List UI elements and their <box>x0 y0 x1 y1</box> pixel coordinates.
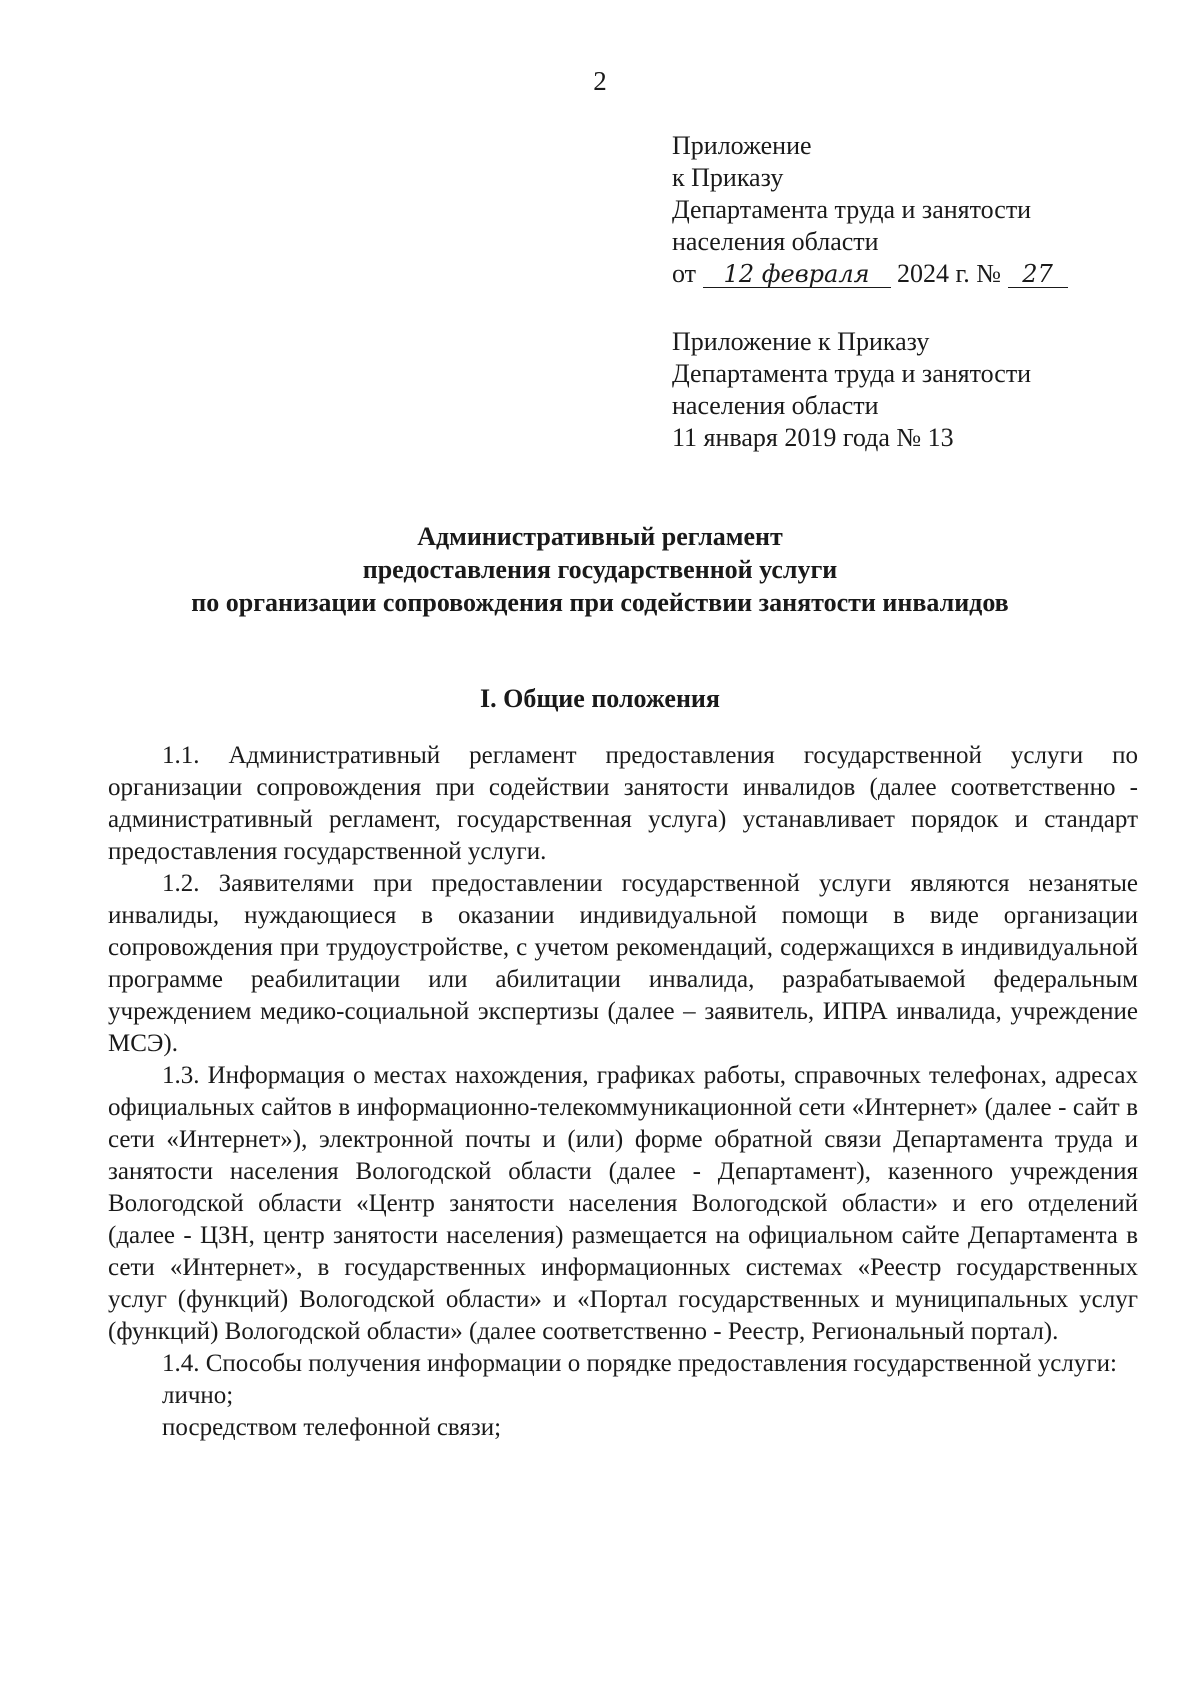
list-item-phone: посредством телефонной связи; <box>162 1414 502 1441</box>
paragraph-1-2: 1.2. Заявителями при предоставлении государственной услуги являются незанятые инвалиды, нуждающиеся в оказании индивидуальной помощи в виде организации сопровождения при трудоустройстве, с учетом рекомендаций, содержащихся в индивидуальной программе реабилитации или абилитации инвалида, разрабатываемой федеральным учреждением медико-социальной экспертизы (далее – заявитель, ИПРА инвалида, учреждение МСЭ). <box>108 870 1138 1057</box>
section-heading: I. Общие положения <box>480 684 720 713</box>
annex-original-order <box>672 326 1031 454</box>
paragraph-1-1: 1.1. Административный регламент предоставления государственной услуги по организации сопровождения при содействии занятости инвалидов (далее соответственно - административный регламент, государственная услуга) устанавливает порядок и стандарт предоставления государственной услуги. <box>108 742 1138 865</box>
annex-original-line1: Приложение к Приказу <box>672 327 930 356</box>
annex-current-line2: к Приказу <box>672 163 784 192</box>
paragraph-1-4: 1.4. Способы получения информации о порядке предоставления государственной услуги: <box>162 1350 1117 1377</box>
document-title-line2: предоставления государственной услуги <box>362 555 838 584</box>
document-title-line3: по организации сопровождения при содействии занятости инвалидов <box>191 588 1009 617</box>
page-number: 2 <box>593 66 607 96</box>
list-item-in-person: лично; <box>162 1382 234 1409</box>
document-title-line1: Административный регламент <box>417 522 783 551</box>
annex-current-order <box>672 130 1068 290</box>
annex-current-line1: Приложение <box>672 131 812 160</box>
handwritten-order-number: 27 <box>1008 261 1068 288</box>
annex-current-line3: Департамента труда и занятости <box>672 195 1032 224</box>
annex-original-line2: Департамента труда и занятости <box>672 359 1032 388</box>
paragraph-1-3: 1.3. Информация о местах нахождения, графиках работы, справочных телефонах, адресах официальных сайтов в информационно-телекоммуникационной сети «Интернет» (далее - сайт в сети «Интернет»), электронной почты и (или) форме обратной связи Департамента труда и занятости населения Вологодской области (далее - Департамент), казенного учреждения Вологодской области «Центр занятости населения Вологодской области» и его отделений (далее - ЦЗН, центр занятости населения) размещается на официальном сайте Департамента в сети «Интернет», в государственных информационных системах «Реестр государственных услуг (функций) Вологодской области» и «Портал государственных и муниципальных услуг (функций) Вологодской области» (далее соответственно - Реестр, Региональный портал). <box>108 1062 1138 1345</box>
date-suffix: 2024 г. № <box>897 259 1002 288</box>
annex-original-line3: населения области <box>672 391 879 420</box>
document-title <box>60 520 1140 619</box>
annex-current-date-line <box>672 258 1068 290</box>
document-body <box>108 740 1138 1444</box>
annex-current-line4: населения области <box>672 227 879 256</box>
annex-original-line4: 11 января 2019 года № 13 <box>672 423 954 452</box>
handwritten-date: 12 февраля <box>703 261 891 288</box>
date-prefix: от <box>672 259 697 288</box>
